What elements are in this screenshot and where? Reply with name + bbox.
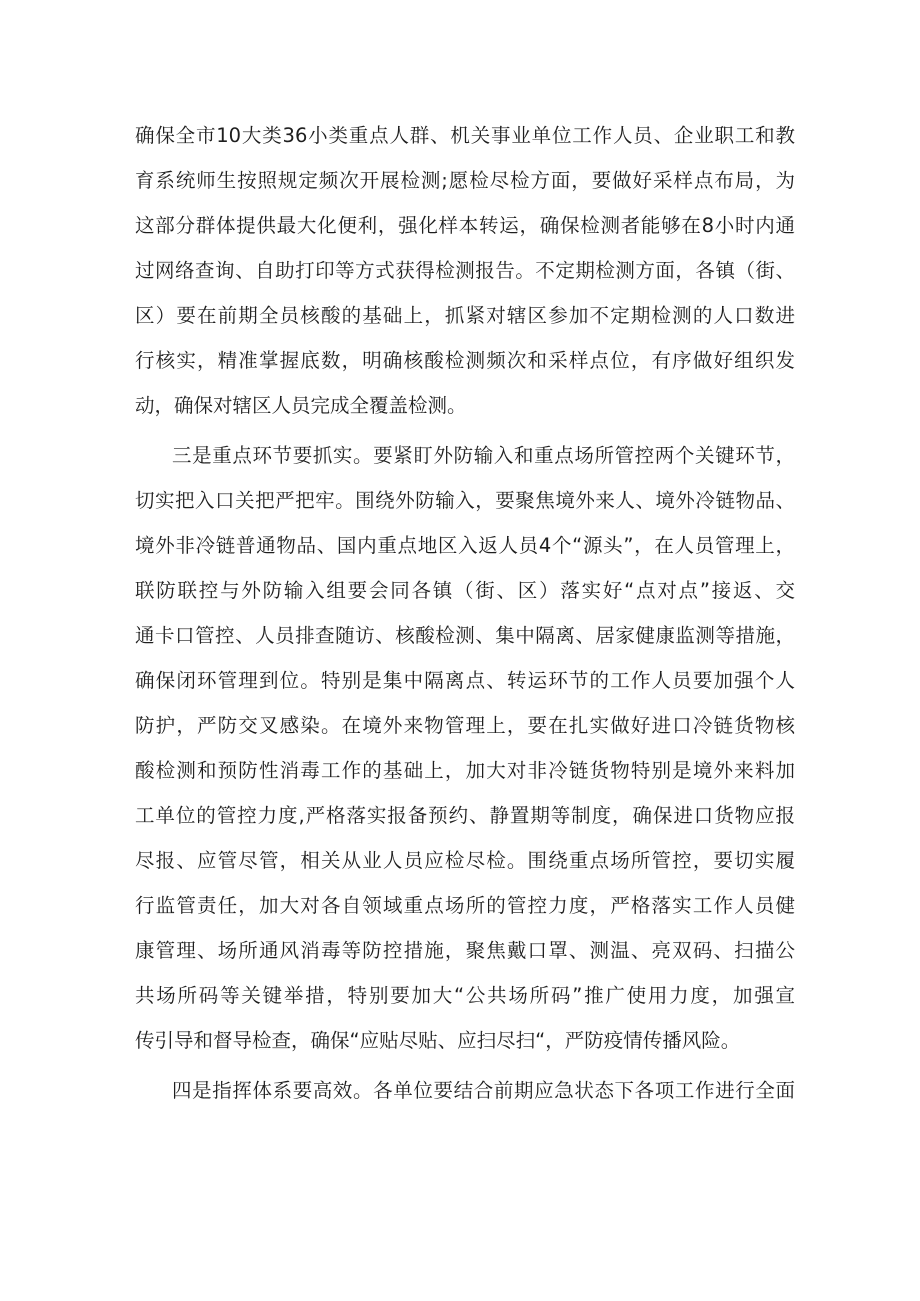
text-line: 境外非冷链普通物品、国内重点地区入返人员4个“源头”，在人员管理上， — [135, 534, 795, 557]
text-line: 区）要在前期全员核酸的基础上，抓紧对辖区参加不定期检测的人口数进 — [135, 304, 795, 327]
text-line: 行核实，精准掌握底数，明确核酸检测频次和采样点位，有序做好组织发 — [135, 349, 795, 372]
text-line: 尽报、应管尽管，相关从业人员应检尽检。围绕重点场所管控，要切实履 — [135, 849, 795, 872]
text-line: 传引导和督导检查，确保“应贴尽贴、应扫尽扫“，严防疫情传播风险。 — [135, 1029, 741, 1052]
text-line: 防护，严防交叉感染。在境外来物管理上，要在扎实做好进口冷链货物核 — [135, 714, 795, 737]
text-line: 确保闭环管理到位。特别是集中隔离点、转运环节的工作人员要加强个人 — [135, 669, 795, 692]
text-line: 共场所码等关键举措，特别要加大“公共场所码”推广使用力度，加强宣 — [135, 984, 795, 1007]
text-line: 康管理、场所通风消毒等防控措施，聚焦戴口罩、测温、亮双码、扫描公 — [135, 939, 795, 962]
text-line: 行监管责任，加大对各自领域重点场所的管控力度，严格落实工作人员健 — [135, 894, 795, 917]
text-line: 酸检测和预防性消毒工作的基础上，加大对非冷链货物特别是境外来料加 — [135, 759, 795, 782]
text-line: 工单位的管控力度,严格落实报备预约、静置期等制度，确保进口货物应报 — [135, 804, 795, 827]
text-line: 通卡口管控、人员排查随访、核酸检测、集中隔离、居家健康监测等措施， — [135, 624, 795, 647]
text-line: 育系统师生按照规定频次开展检测;愿检尽检方面，要做好采样点布局，为 — [135, 169, 795, 192]
paragraph-first-line: 三是重点环节要抓实。要紧盯外防输入和重点场所管控两个关键环节， — [172, 444, 795, 467]
text-line: 动，确保对辖区人员完成全覆盖检测。 — [135, 394, 467, 417]
text-line: 过网络查询、自助打印等方式获得检测报告。不定期检测方面，各镇（街、 — [135, 259, 795, 282]
text-line: 联防联控与外防输入组要会同各镇（街、区）落实好“点对点”接返、交 — [135, 579, 795, 602]
text-line: 确保全市10大类36小类重点人群、机关事业单位工作人员、企业职工和教 — [135, 124, 795, 147]
paragraph-first-line: 四是指挥体系要高效。各单位要结合前期应急状态下各项工作进行全面 — [172, 1079, 795, 1102]
text-line: 这部分群体提供最大化便利，强化样本转运，确保检测者能够在8小时内通 — [135, 214, 795, 237]
text-line: 切实把入口关把严把牢。围绕外防输入，要聚焦境外来人、境外冷链物品、 — [135, 489, 795, 512]
